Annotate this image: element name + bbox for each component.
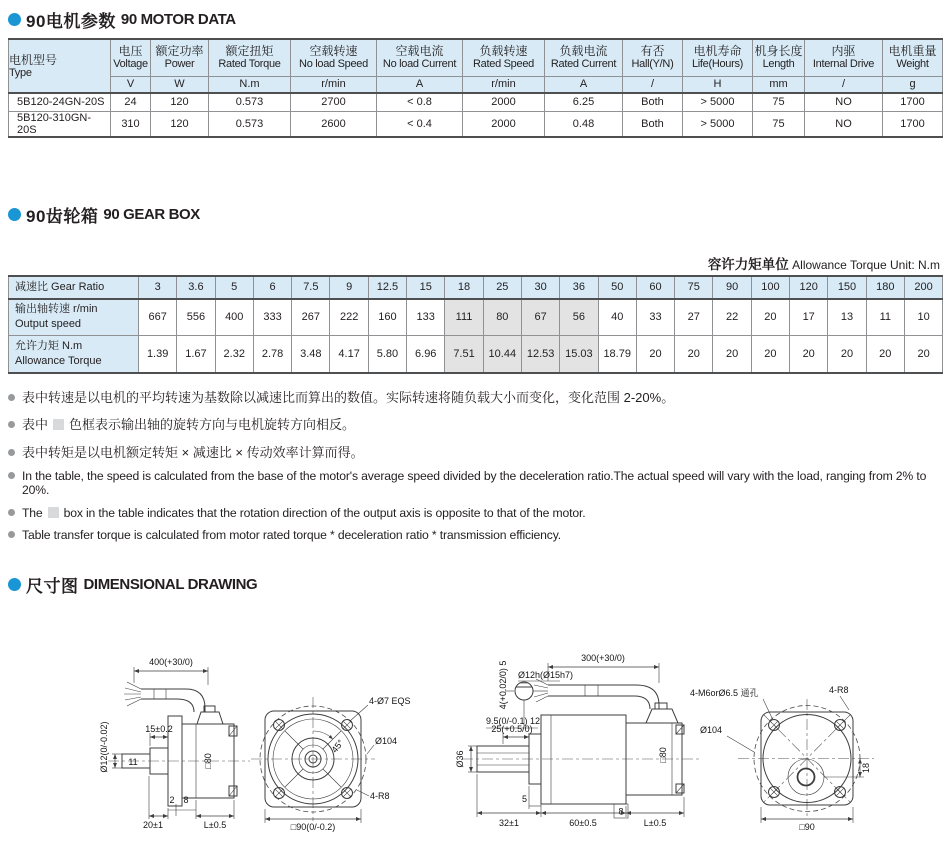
dim-cable-length: 400(+30/0) — [149, 657, 193, 667]
output-speed-cell: 10 — [904, 299, 942, 336]
dim-square-size: □90 — [799, 822, 815, 832]
note-text: 表中转速是以电机的平均转速为基数除以减速比而算出的数值。实际转速将随负载大小而变化，变化范围 2-20%。 — [22, 389, 675, 405]
data-cell: < 0.8 — [377, 93, 463, 111]
motor-body — [626, 723, 682, 795]
dim-flange-thickness: 2 — [169, 795, 175, 805]
table-row — [9, 93, 943, 111]
data-cell: 24 — [111, 93, 151, 111]
data-cell: 0.573 — [209, 111, 291, 137]
output-speed-cell: 13 — [828, 299, 866, 336]
unit-cell: H — [683, 76, 753, 93]
note-bullet-icon — [8, 531, 15, 538]
gearbox-title-en: 90 GEAR BOX — [103, 205, 200, 223]
label-circle-diameter: Ø104 — [375, 736, 398, 746]
gray-box-swatch — [53, 419, 64, 430]
gear-ratio-row — [9, 276, 943, 299]
data-cell: > 5000 — [683, 111, 753, 137]
unit-cell: A — [377, 76, 463, 93]
output-speed-cell-reversed: 80 — [483, 299, 521, 336]
output-speed-cell: 333 — [253, 299, 291, 336]
cable — [141, 689, 205, 712]
gear-box-table — [8, 275, 943, 374]
dim-output-shaft-dia: Ø12h(Ø15h7) — [518, 670, 574, 680]
torque-cell: 3.48 — [292, 336, 330, 373]
note-text: 表中 色框表示输出轴的旋转方向与电机旋转方向相反。 — [22, 417, 356, 432]
output-speed-cell: 27 — [675, 299, 713, 336]
bullet-icon — [8, 13, 21, 26]
gear-ratio-cell: 18 — [445, 276, 483, 299]
dim-key-length: 9.5(0/-0.1) 12 — [486, 716, 541, 726]
torque-cell: 2.32 — [215, 336, 253, 373]
dim-gap: 8 — [618, 806, 624, 817]
label-corner-radius: 4-R8 — [370, 791, 390, 801]
gear-ratio-cell: 150 — [828, 276, 866, 299]
col-header-rated-speed: 负载转速 Rated Speed — [463, 39, 545, 76]
dim-shaft-length: 25(+0.5/0) — [491, 724, 533, 734]
data-cell: 120 — [151, 111, 209, 137]
dim-gearbox-length: 60±0.5 — [569, 818, 597, 828]
dim-shaft-diameter: Ø12(0/-0.02) — [99, 721, 109, 773]
dim-collar-length: 15±0.2 — [145, 724, 173, 734]
motor-title-cn: 90电机参数 — [26, 12, 116, 31]
gear-ratio-cell: 12.5 — [368, 276, 406, 299]
col-header-length: 机身长度 Length — [753, 39, 805, 76]
output-speed-cell: 17 — [790, 299, 828, 336]
unit-cell: A — [545, 76, 623, 93]
note-line — [8, 528, 950, 542]
data-cell: 2000 — [463, 93, 545, 111]
torque-cell: 18.79 — [598, 336, 636, 373]
gear-ratio-cell: 120 — [790, 276, 828, 299]
torque-cell-reversed: 10.44 — [483, 336, 521, 373]
terminal-box — [197, 712, 223, 724]
unit-cell: g — [883, 76, 943, 93]
unit-cell: r/min — [463, 76, 545, 93]
torque-cell: 5.80 — [368, 336, 406, 373]
unit-cell: / — [805, 76, 883, 93]
output-speed-row — [9, 299, 943, 336]
torque-cell: 20 — [904, 336, 942, 373]
right-front-view — [690, 685, 874, 832]
dim-body-square: □80 — [203, 753, 213, 769]
torque-cell: 1.39 — [139, 336, 177, 373]
data-cell: NO — [805, 111, 883, 137]
dim-front-length: 20±1 — [143, 820, 163, 830]
data-cell: Both — [623, 93, 683, 111]
col-header-power: 额定功率 Power — [151, 39, 209, 76]
note-bullet-icon — [8, 509, 15, 516]
dim-flange-width: 8 — [183, 795, 189, 805]
data-cell: 120 — [151, 93, 209, 111]
cable-fray — [124, 682, 141, 706]
gear-ratio-cell: 3.6 — [177, 276, 215, 299]
col-header-noload-current: 空载电流 No load Current — [377, 39, 463, 76]
dim-square-size: □90(0/-0.2) — [290, 822, 336, 832]
col-header-voltage: 电压 Voltage — [111, 39, 151, 76]
torque-cell-reversed: 7.51 — [445, 336, 483, 373]
torque-cell: 20 — [790, 336, 828, 373]
gear-ratio-cell: 75 — [675, 276, 713, 299]
gear-ratio-cell: 9 — [330, 276, 368, 299]
torque-cell: 20 — [866, 336, 904, 373]
bullet-icon — [8, 208, 21, 221]
motor-type-cell: 5B120-310GN-20S — [9, 111, 111, 137]
cable-fray — [533, 679, 548, 702]
torque-cell: 20 — [751, 336, 789, 373]
data-cell: 2000 — [463, 111, 545, 137]
data-cell: < 0.4 — [377, 111, 463, 137]
allowance-torque-row — [9, 336, 943, 373]
unit-cell: r/min — [291, 76, 377, 93]
dim-body-length: L±0.5 — [643, 818, 667, 828]
gear-ratio-label: 减速比 Gear Ratio — [9, 276, 139, 299]
label-mounting-holes: 4-Ø7 EQS — [369, 696, 411, 706]
torque-cell: 20 — [828, 336, 866, 373]
note-bullet-icon — [8, 449, 15, 456]
output-speed-cell-reversed: 67 — [521, 299, 559, 336]
data-cell: 2700 — [291, 93, 377, 111]
shaft-section-detail — [515, 682, 533, 700]
dim-key-length: 11 — [128, 757, 138, 767]
dim-body-square: □80 — [658, 747, 668, 763]
drawing-section-title — [8, 572, 950, 597]
data-cell: 6.25 — [545, 93, 623, 111]
gear-ratio-cell: 180 — [866, 276, 904, 299]
unit-cell: V — [111, 76, 151, 93]
data-cell: 310 — [111, 111, 151, 137]
data-cell: 1700 — [883, 111, 943, 137]
dim-cable-length: 300(+30/0) — [581, 653, 625, 663]
gear-ratio-cell: 60 — [636, 276, 674, 299]
output-speed-cell-reversed: 56 — [560, 299, 598, 336]
note-line — [8, 442, 950, 461]
terminal-box — [646, 709, 678, 723]
output-speed-cell: 22 — [713, 299, 751, 336]
label-mounting-holes: 4-M6orØ6.5 通孔 — [690, 688, 759, 698]
note-text: 表中转矩是以电机额定转矩 × 减速比 × 传动效率计算而得。 — [22, 444, 364, 460]
right-side-view — [455, 653, 700, 828]
output-speed-cell: 33 — [636, 299, 674, 336]
dim-key-section: 4(+0.02/0) 5 — [498, 660, 508, 710]
torque-cell: 20 — [636, 336, 674, 373]
torque-cell: 1.67 — [177, 336, 215, 373]
output-shaft-hole — [798, 769, 815, 786]
dim-angle: 45° — [329, 737, 346, 755]
dim-shaft-total: 32±1 — [499, 818, 519, 828]
torque-cell: 4.17 — [330, 336, 368, 373]
col-header-rated-current: 负载电流 Rated Current — [545, 39, 623, 76]
torque-cell: 20 — [713, 336, 751, 373]
note-line — [8, 469, 950, 497]
allowance-torque-unit-note: 容许力矩单位 Allowance Torque Unit: N.m — [707, 256, 940, 272]
dimensional-drawing — [0, 597, 950, 844]
data-cell: 0.48 — [545, 111, 623, 137]
gear-ratio-cell: 50 — [598, 276, 636, 299]
left-front-view — [251, 696, 411, 832]
gear-ratio-cell: 36 — [560, 276, 598, 299]
col-header-noload-speed: 空载转速 No load Speed — [291, 39, 377, 76]
bullet-icon — [8, 578, 21, 591]
data-cell: 75 — [753, 111, 805, 137]
gear-ratio-cell: 200 — [904, 276, 942, 299]
note-text: In the table, the speed is calculated from the base of the motor's average speed divided by the deceleration ratio.The actual speed will vary with the load, ranging from 2% to 20%. — [22, 469, 927, 497]
output-speed-cell: 400 — [215, 299, 253, 336]
data-cell: 75 — [753, 93, 805, 111]
output-speed-cell: 160 — [368, 299, 406, 336]
col-header-internal-drive: 内驱 Internal Drive — [805, 39, 883, 76]
label-circle-diameter: Ø104 — [700, 725, 723, 735]
data-cell: 0.573 — [209, 93, 291, 111]
output-speed-cell: 267 — [292, 299, 330, 336]
gearbox-body — [541, 715, 626, 804]
col-header-type: 电机型号 Type — [9, 39, 111, 93]
col-header-rated-torque: 额定扭矩 Rated Torque — [209, 39, 291, 76]
torque-cell-reversed: 15.03 — [560, 336, 598, 373]
note-line — [8, 387, 950, 406]
torque-cell: 2.78 — [253, 336, 291, 373]
notes-list — [8, 387, 950, 543]
gearbox-title-cn: 90齿轮箱 — [26, 206, 99, 226]
gear-ratio-cell: 5 — [215, 276, 253, 299]
note-bullet-icon — [8, 472, 15, 479]
data-cell: 1700 — [883, 93, 943, 111]
output-speed-cell: 20 — [751, 299, 789, 336]
unit-cell: mm — [753, 76, 805, 93]
gearbox-section-title — [8, 202, 950, 227]
gray-box-swatch — [48, 507, 59, 518]
unit-cell: W — [151, 76, 209, 93]
note-bullet-icon — [8, 421, 15, 428]
motor-title-en: 90 MOTOR DATA — [120, 11, 236, 28]
data-cell: Both — [623, 111, 683, 137]
data-cell: > 5000 — [683, 93, 753, 111]
motor-section-title — [8, 0, 950, 32]
gear-ratio-cell: 6 — [253, 276, 291, 299]
allowance-torque-label: 允许力矩 N.m Allowance Torque — [9, 336, 139, 373]
output-speed-cell-reversed: 111 — [445, 299, 483, 336]
torque-cell: 6.96 — [407, 336, 445, 373]
note-line — [8, 414, 950, 433]
torque-cell-reversed: 12.53 — [521, 336, 559, 373]
note-text: Table transfer torque is calculated from motor rated torque * deceleration ratio * transmission efficiency. — [22, 528, 561, 542]
data-cell: NO — [805, 93, 883, 111]
data-cell: 2600 — [291, 111, 377, 137]
output-speed-cell: 11 — [866, 299, 904, 336]
gear-ratio-cell: 7.5 — [292, 276, 330, 299]
output-speed-cell: 40 — [598, 299, 636, 336]
col-header-hall: 有否 Hall(Y/N) — [623, 39, 683, 76]
unit-cell: N.m — [209, 76, 291, 93]
dim-shaft-offset: 18 — [861, 762, 871, 774]
output-speed-cell: 667 — [139, 299, 177, 336]
output-speed-label: 输出轴转速 r/min Output speed — [9, 299, 139, 336]
gear-ratio-cell: 30 — [521, 276, 559, 299]
gear-ratio-cell: 15 — [407, 276, 445, 299]
gear-ratio-cell: 100 — [751, 276, 789, 299]
unit-cell: / — [623, 76, 683, 93]
gear-ratio-cell: 25 — [483, 276, 521, 299]
motor-type-cell: 5B120-24GN-20S — [9, 93, 111, 111]
label-corner-radius: 4-R8 — [829, 685, 849, 695]
output-speed-cell: 222 — [330, 299, 368, 336]
drawing-title-cn: 尺寸图 — [26, 577, 79, 596]
note-text: The box in the table indicates that the rotation direction of the output axis is opposite to that of the motor. — [22, 505, 586, 520]
table-row — [9, 111, 943, 137]
drawing-title-en: DIMENSIONAL DRAWING — [83, 576, 258, 593]
col-header-life: 电机寿命 Life(Hours) — [683, 39, 753, 76]
motor-data-table — [8, 38, 943, 138]
note-line — [8, 506, 950, 520]
dim-body-length: L±0.5 — [203, 820, 227, 830]
col-header-weight: 电机重量 Weight — [883, 39, 943, 76]
output-speed-cell: 556 — [177, 299, 215, 336]
left-side-view — [99, 657, 250, 830]
gear-ratio-cell: 90 — [713, 276, 751, 299]
torque-cell: 20 — [675, 336, 713, 373]
output-speed-cell: 133 — [407, 299, 445, 336]
gear-ratio-cell: 3 — [139, 276, 177, 299]
dim-plate-thickness: 5 — [521, 794, 527, 804]
note-bullet-icon — [8, 394, 15, 401]
dim-boss-diameter: Ø36 — [455, 750, 465, 768]
